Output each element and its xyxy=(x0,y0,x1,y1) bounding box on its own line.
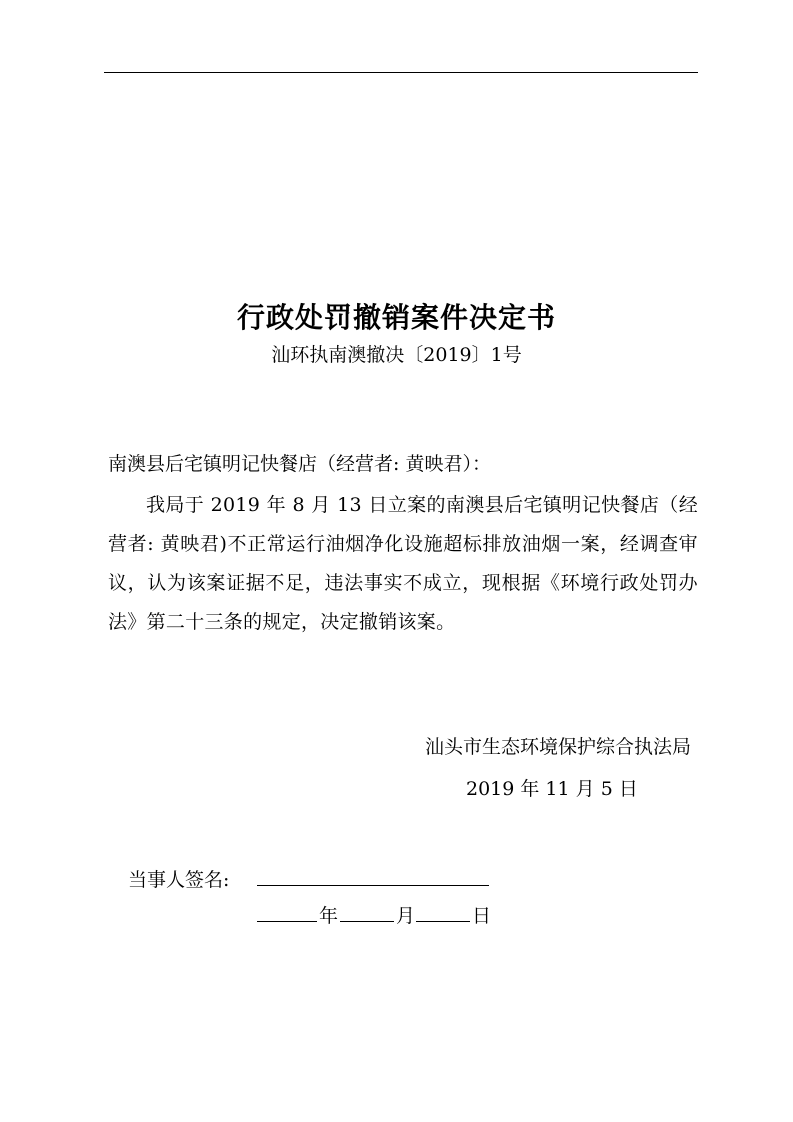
month-label: 月 xyxy=(396,905,416,927)
document-title: 行政处罚撤销案件决定书 xyxy=(236,301,556,334)
issuing-authority: 汕头市生态环境保护综合执法局 xyxy=(424,736,691,758)
day-label: 日 xyxy=(472,905,492,927)
document-number: 汕环执南澳撤决〔2019〕1号 xyxy=(271,344,522,366)
year-blank xyxy=(257,921,317,922)
decision-body: 我局于 2019 年 8 月 13 日立案的南澳县后宅镇明记快餐店（经营者: 黄映君)不正常运行油烟净化设施超标排放油烟一案，经调查审议，认为该案证据不足，违法事实不成立，现根据《环境行政处罚办法》第二十三条的规定，决定撤销该案。 xyxy=(108,494,698,633)
signature-label: 当事人签名: xyxy=(128,869,230,891)
issue-date: 2019 年 11 月 5 日 xyxy=(466,778,638,800)
month-blank xyxy=(340,921,394,922)
year-label: 年 xyxy=(319,905,339,927)
signature-line xyxy=(257,885,489,886)
header-rule xyxy=(104,72,698,73)
recipient-line: 南澳县后宅镇明记快餐店（经营者: 黄映君）： xyxy=(108,453,491,475)
day-blank xyxy=(416,921,470,922)
